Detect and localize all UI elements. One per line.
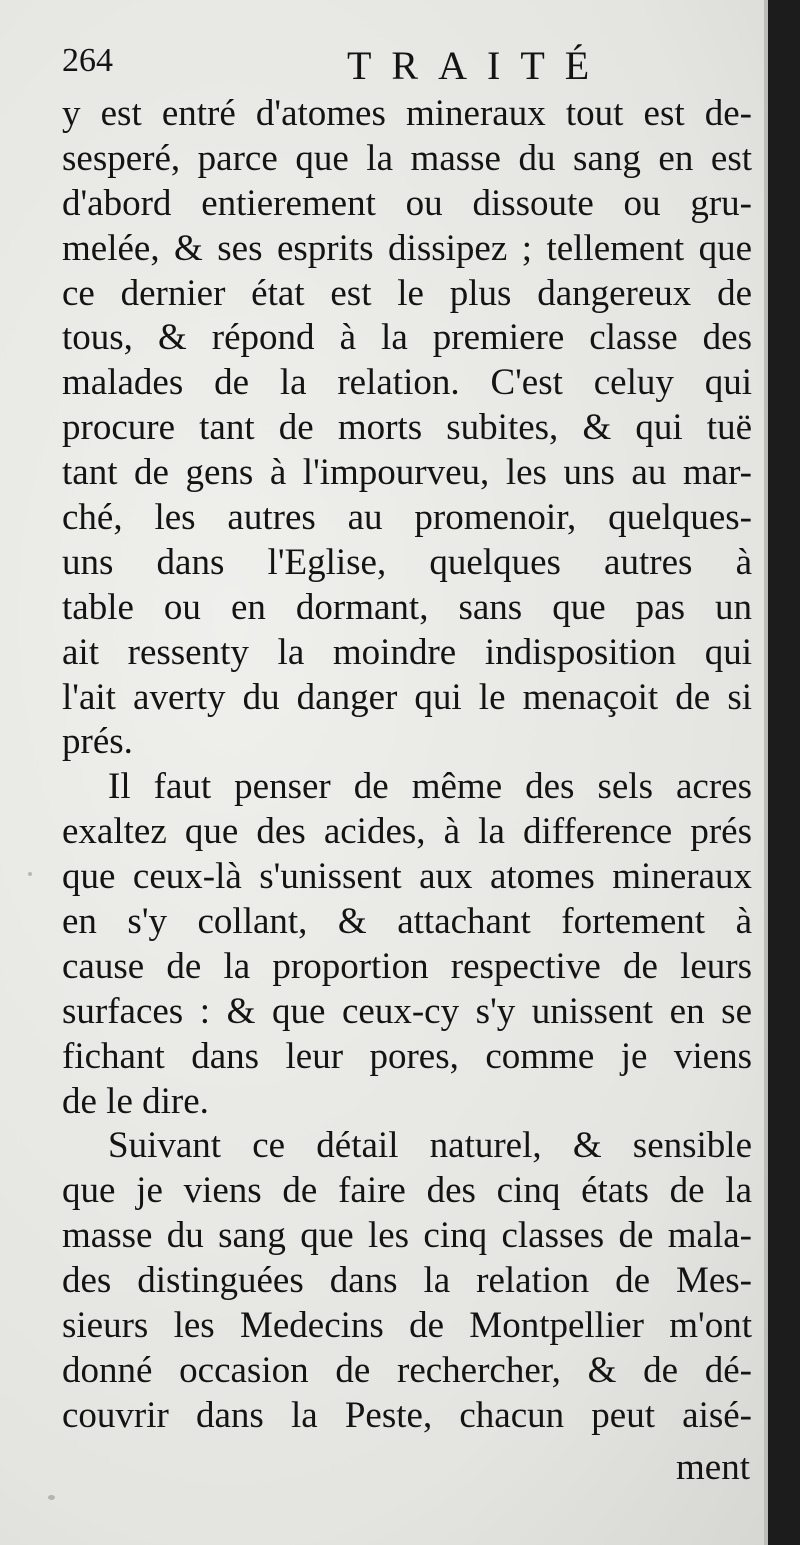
text-line: malades de la relation. C'est celuy qui — [62, 362, 752, 404]
text-line: ce dernier état est le plus dangereux de — [62, 272, 752, 314]
text-line: sesperé, parce que la masse du sang en est — [62, 137, 752, 179]
text-line: uns dans l'Eglise, quelques autres à — [62, 541, 752, 583]
text-line: procure tant de morts subites, & qui tuë — [62, 407, 752, 449]
text-line: fichant dans leur pores, comme je viens — [62, 1035, 752, 1077]
text-line: sieurs les Medecins de Montpellier m'ont — [62, 1305, 752, 1347]
paragraph — [62, 765, 752, 1124]
text-line: couvrir dans la Peste, chacun peut aisé- — [62, 1394, 752, 1436]
text-line: Suivant ce détail naturel, & sensible — [108, 1125, 752, 1167]
text-line: y est entré d'atomes mineraux tout est de- — [62, 93, 752, 134]
text-line: donné occasion de rechercher, & de dé- — [62, 1349, 752, 1391]
text-line: ché, les autres au promenoir, quelques- — [62, 497, 752, 539]
text-line: table ou en dormant, sans que pas un — [62, 586, 752, 628]
paragraph — [62, 92, 752, 765]
text-line: prés. — [62, 721, 133, 763]
paragraph — [62, 1124, 752, 1438]
text-line: Il faut penser de même des sels acres — [108, 766, 752, 808]
text-line: que ceux-là s'unissent aux atomes mineraux — [62, 856, 752, 898]
ink-speck — [28, 872, 32, 876]
text-line: masse du sang que les cinq classes de mala- — [62, 1215, 752, 1257]
text-line: surfaces : & que ceux-cy s'y unissent en se — [62, 990, 752, 1032]
text-line: en s'y collant, & attachant fortement à — [62, 901, 752, 943]
text-line: de le dire. — [62, 1080, 209, 1122]
binding-edge — [768, 0, 800, 1545]
catchword: ment — [676, 1447, 750, 1488]
text-line: cause de la proportion respective de leurs — [62, 945, 752, 987]
text-line: melée, & ses esprits dissipez ; tellement que — [62, 227, 752, 269]
page-header — [62, 40, 752, 90]
running-title: TRAITÉ — [347, 43, 610, 88]
text-line: exaltez que des acides, à la difference prés — [62, 811, 752, 853]
page-number: 264 — [62, 42, 113, 79]
text-line: l'ait averty du danger qui le menaçoit de si — [62, 676, 752, 718]
text-line: tant de gens à l'impourveu, les uns au mar- — [62, 452, 752, 494]
body-text — [62, 92, 752, 1439]
ink-speck — [48, 1495, 55, 1500]
text-line: que je viens de faire des cinq états de la — [62, 1170, 752, 1212]
text-line: des distinguées dans la relation de Mes- — [62, 1260, 752, 1302]
text-line: ait ressenty la moindre indisposition qui — [62, 631, 752, 673]
text-line: tous, & répond à la premiere classe des — [62, 317, 752, 359]
text-line: d'abord entierement ou dissoute ou gru- — [62, 182, 752, 224]
